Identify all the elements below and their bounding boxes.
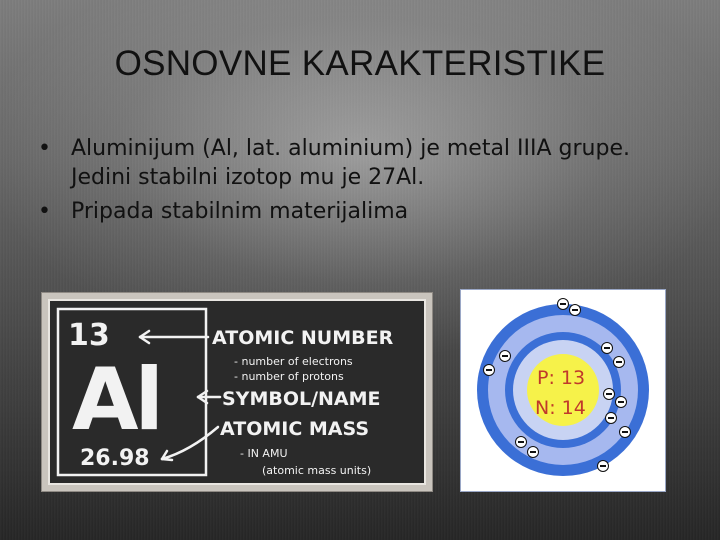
electron-icon — [500, 351, 511, 362]
neutron-count: N: 14 — [535, 397, 586, 419]
electron-icon — [484, 365, 495, 376]
label-atomic-mass: ATOMIC MASS — [220, 418, 370, 440]
label-atomic-number: ATOMIC NUMBER — [212, 327, 394, 349]
electron-icon — [602, 343, 613, 354]
slide-title: OSNOVNE KARAKTERISTIKE — [114, 44, 606, 83]
note-amu-full: (atomic mass units) — [262, 464, 372, 477]
electron-icon — [614, 357, 625, 368]
electron-icon — [558, 299, 569, 310]
electron-icon — [516, 437, 527, 448]
bullet-list — [38, 134, 688, 231]
electron-icon — [528, 447, 539, 458]
electron-icon — [620, 427, 631, 438]
note-protons: - number of protons — [234, 370, 344, 383]
proton-count: P: 13 — [537, 367, 586, 389]
element-symbol: Al — [72, 350, 161, 450]
atom-model-drawing — [461, 290, 665, 491]
arrow-atomic-mass — [162, 427, 218, 459]
bullet-item: • Aluminijum (Al, lat. aluminium) je metal IIIA grupe. Jedini stabilni izotop mu je 27Al. — [38, 134, 688, 192]
label-symbol-name: SYMBOL/NAME — [222, 388, 381, 410]
bullet-item: • Pripada stabilnim materijalima — [38, 197, 688, 226]
electron-icon — [616, 397, 627, 408]
electron-icon — [598, 461, 609, 472]
note-electrons: - number of electrons — [234, 355, 353, 368]
electron-icon — [570, 305, 581, 316]
atomic-number-value: 13 — [68, 318, 110, 353]
chalkboard — [48, 299, 426, 485]
atom-model-image — [460, 289, 666, 492]
atomic-mass-value: 26.98 — [80, 446, 150, 471]
electron-icon — [606, 413, 617, 424]
element-card-image — [41, 292, 433, 492]
note-amu: - IN AMU — [240, 447, 288, 460]
element-card-drawing — [50, 301, 426, 485]
electron-icon — [604, 389, 615, 400]
